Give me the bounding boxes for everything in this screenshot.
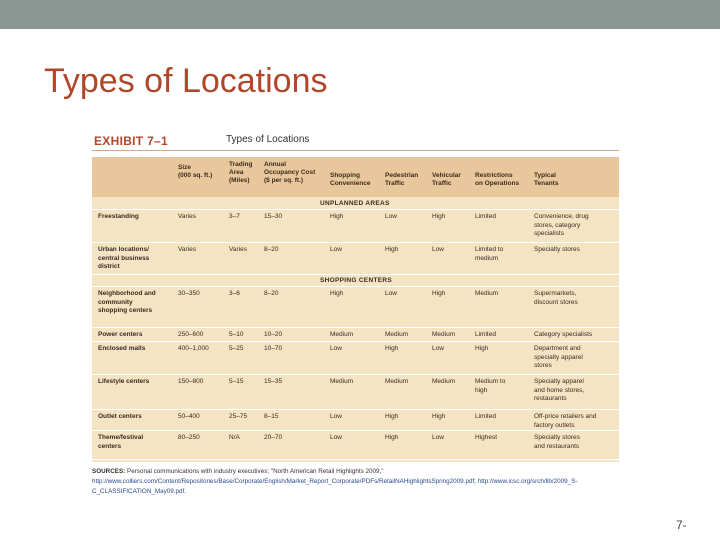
exhibit-title: Types of Locations <box>226 134 310 145</box>
table-cell: 50–400 <box>178 413 200 420</box>
row-location-type: Enclosed malls <box>98 345 146 352</box>
table-cell: 150–800 <box>178 378 204 385</box>
table-cell: Medium <box>385 378 409 385</box>
table-cell: 8–15 <box>264 413 279 420</box>
table-row <box>92 328 619 342</box>
header-size: Size (000 sq. ft.) <box>178 164 213 179</box>
row-location-type: Urban locations/ central business district <box>98 246 150 270</box>
table-row <box>92 410 619 431</box>
table-row <box>92 431 619 460</box>
table-cell: 5–25 <box>229 345 244 352</box>
header-vehicular-traffic: Vehicular Traffic <box>432 172 461 187</box>
sources-end: . <box>184 488 187 495</box>
table-cell: Medium <box>475 290 499 297</box>
table-cell: Specialty apparel and home stores, restaurants <box>534 378 585 402</box>
table-cell: High <box>330 213 344 220</box>
sources-text: Personal communications with industry executives; "North American Retail Highlights 2009," <box>125 468 384 475</box>
table-cell: Low <box>432 246 444 253</box>
exhibit-divider <box>92 150 619 151</box>
table-cell: High <box>385 413 399 420</box>
slide-title: Types of Locations <box>44 62 328 100</box>
table-row <box>92 342 619 375</box>
table-cell: Varies <box>178 213 196 220</box>
sources-label: SOURCES: <box>92 468 126 475</box>
table-cell: Limited <box>475 331 496 338</box>
table-header <box>92 157 619 197</box>
table-cell: 5–15 <box>229 378 244 385</box>
table-cell: 25–75 <box>229 413 248 420</box>
table-cell: Low <box>330 345 342 352</box>
top-banner <box>0 0 720 29</box>
exhibit-label: EXHIBIT 7–1 <box>94 134 168 148</box>
table-cell: Limited <box>475 413 496 420</box>
table-cell: Specialty stores and restaurants <box>534 434 580 450</box>
row-location-type: Power centers <box>98 331 143 338</box>
table-row <box>92 210 619 243</box>
table-cell: 8–20 <box>264 246 279 253</box>
table-cell: High <box>432 413 446 420</box>
page-number: 7- <box>676 518 687 532</box>
table-cell: Specialty stores <box>534 246 580 253</box>
header-restrictions: Restrictions on Operations <box>475 172 520 187</box>
table-cell: Low <box>330 413 342 420</box>
row-location-type: Theme/festival centers <box>98 434 144 450</box>
table-cell: High <box>330 290 344 297</box>
table-cell: Medium <box>432 331 456 338</box>
sources-link-icsc[interactable]: http://www.icsc.org/srch/lib/2009_S-C_CLASSIFICATION_May09.pdf <box>92 478 578 495</box>
table-cell: 10–20 <box>264 331 283 338</box>
header-typical-tenants: Typical Tenants <box>534 172 559 187</box>
table-cell: Off-price retailers and factory outlets <box>534 413 597 429</box>
table-cell: Medium <box>385 331 409 338</box>
locations-table <box>92 157 619 462</box>
table-row <box>92 375 619 410</box>
table-cell: Highest <box>475 434 498 441</box>
table-cell: 5–10 <box>229 331 244 338</box>
table-cell: Supermarkets, discount stores <box>534 290 578 306</box>
sources-note <box>92 467 622 497</box>
table-cell: Low <box>330 246 342 253</box>
table-cell: 20–70 <box>264 434 283 441</box>
table-cell: Medium <box>330 378 354 385</box>
table-cell: Medium to high <box>475 378 506 394</box>
table-cell: Medium <box>432 378 456 385</box>
table-cell: N/A <box>229 434 240 441</box>
table-cell: High <box>385 345 399 352</box>
table-cell: Low <box>385 213 397 220</box>
table-cell: Varies <box>178 246 196 253</box>
table-cell: High <box>475 345 489 352</box>
row-location-type: Neighborhood and community shopping centers <box>98 290 156 314</box>
table-cell: 15–35 <box>264 378 283 385</box>
table-cell: High <box>432 290 446 297</box>
section-title: UNPLANNED AREAS <box>320 200 390 207</box>
table-cell: 400–1,000 <box>178 345 209 352</box>
table-cell: 3–6 <box>229 290 240 297</box>
section-shopping-centers <box>92 275 619 287</box>
table-cell: High <box>385 246 399 253</box>
table-cell: 30–350 <box>178 290 200 297</box>
table-cell: High <box>432 213 446 220</box>
table-cell: Limited <box>475 213 496 220</box>
table-row <box>92 287 619 328</box>
table-cell: Medium <box>330 331 354 338</box>
table-cell: Low <box>432 434 444 441</box>
table-cell: Low <box>385 290 397 297</box>
section-title: SHOPPING CENTERS <box>320 277 392 284</box>
table-cell: 15–30 <box>264 213 283 220</box>
header-trading-area: Trading Area (Miles) <box>229 161 253 184</box>
sources-separator: ; <box>474 478 478 485</box>
table-cell: 10–70 <box>264 345 283 352</box>
row-location-type: Lifestyle centers <box>98 378 150 385</box>
header-shopping-convenience: Shopping Convenience <box>330 172 371 187</box>
table-cell: Low <box>432 345 444 352</box>
table-cell: Convenience, drug stores, category specialists <box>534 213 589 237</box>
table-cell: Low <box>330 434 342 441</box>
table-row <box>92 243 619 275</box>
row-location-type: Outlet centers <box>98 413 142 420</box>
table-cell: 80–250 <box>178 434 200 441</box>
table-cell: Varies <box>229 246 247 253</box>
table-cell: 250–600 <box>178 331 204 338</box>
row-location-type: Freestanding <box>98 213 139 220</box>
table-cell: Category specialists <box>534 331 593 338</box>
table-cell: 3–7 <box>229 213 240 220</box>
table-cell: High <box>385 434 399 441</box>
table-cell: Department and specialty apparel stores <box>534 345 583 369</box>
header-occupancy-cost: Annual Occupancy Cost ($ per sq. ft.) <box>264 161 316 184</box>
sources-link-colliers[interactable]: http://www.colliers.com/Content/Repositories/Base/Corporate/English/Market_Report_Corporate/PDFs/RetailNAHighlightsSpring2009.pdf <box>92 478 475 485</box>
section-unplanned-areas <box>92 198 619 210</box>
header-pedestrian-traffic: Pedestrian Traffic <box>385 172 419 187</box>
table-cell: 8–20 <box>264 290 279 297</box>
table-cell: Limited to medium <box>475 246 504 262</box>
